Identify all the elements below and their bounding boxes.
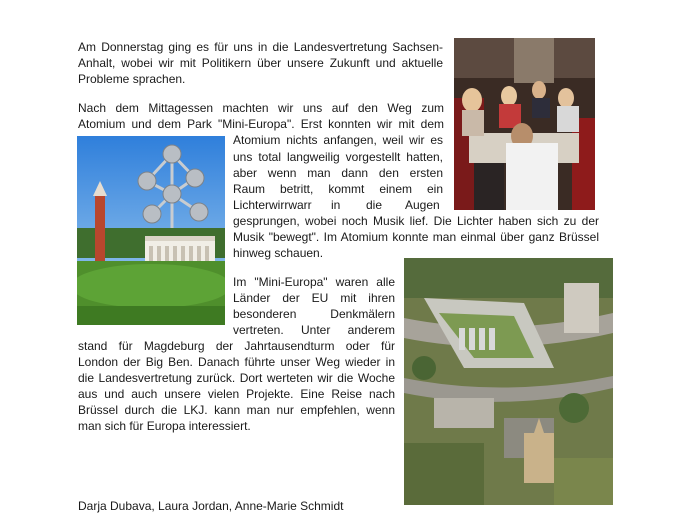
paragraph-2-line-7-part-2: in [331, 198, 341, 212]
paragraph-1-line-2: Anhalt, wobei wir mit Politikern über unsere Zukunft und aktuelle [78, 56, 443, 70]
mini-europe-photo [404, 258, 613, 505]
paragraph-3-line-8: aus und auch unsere vielen Projekte. Eine Reise nach [78, 387, 395, 401]
paragraph-3-line-5: stand für Magdeburg der Jahrtausendturm oder für [78, 339, 395, 353]
paragraph-2-line-9: Musik "bewegt". Im Atomium konnte man einmal über ganz Brüssel [233, 230, 599, 244]
atomium-photo [77, 136, 225, 325]
paragraph-3-line-2: Länder der EU mit ihren [233, 291, 395, 305]
paragraph-2-line-1: Nach dem Mittagessen machten wir uns auf den Weg zum [78, 101, 444, 115]
paragraph-2-line-3: Atomium nichts anfangen, weil wir es [233, 133, 443, 147]
paragraph-2-line-7-part-4: Augen [405, 198, 440, 212]
paragraph-2-line-8: gesprungen, wobei noch Musik lief. Die Lichter haben sich zu der [233, 214, 599, 228]
paragraph-2-line-4: uns total langweilig vorgestellt hatten, [233, 150, 443, 164]
paragraph-2-line-7-part-3: die [366, 198, 383, 212]
paragraph-3-line-7: die Landesvertretung zurück. Dort werteten wir die Woche [78, 371, 395, 385]
paragraph-1-line-3: Probleme sprachen. [78, 72, 186, 86]
meeting-photo [454, 38, 595, 210]
paragraph-2-line-2: Atomium und dem Park "Mini-Europa". Erst konnten wir mit dem [78, 117, 444, 131]
paragraph-3-line-10: man sich für Europa interessiert. [78, 419, 251, 433]
paragraph-3-line-6: London der Big Ben. Danach führte unser Weg wieder in [78, 355, 395, 369]
paragraph-3-line-1: Im "Mini-Europa" waren alle [233, 275, 395, 289]
paragraph-3-line-3: besonderen Denkmälern [233, 307, 395, 321]
paragraph-2-line-10: hinweg schauen. [233, 246, 324, 260]
paragraph-2-line-5: aber wenn man dann den ersten [233, 166, 443, 180]
paragraph-2-line-7-part-1: Lichterwirrwarr [233, 198, 312, 212]
authors-line: Darja Dubava, Laura Jordan, Anne-Marie Schmidt [78, 499, 344, 513]
paragraph-3-line-4: vertreten. Unter anderem [233, 323, 395, 337]
paragraph-1-line-1: Am Donnerstag ging es für uns in die Landesvertretung Sachsen- [78, 40, 443, 54]
paragraph-2-line-6: Raum betritt, kommt einem ein [233, 182, 443, 196]
paragraph-3-line-9: Brüssel durch die LKJ. kann man nur empfehlen, wenn [78, 403, 395, 417]
